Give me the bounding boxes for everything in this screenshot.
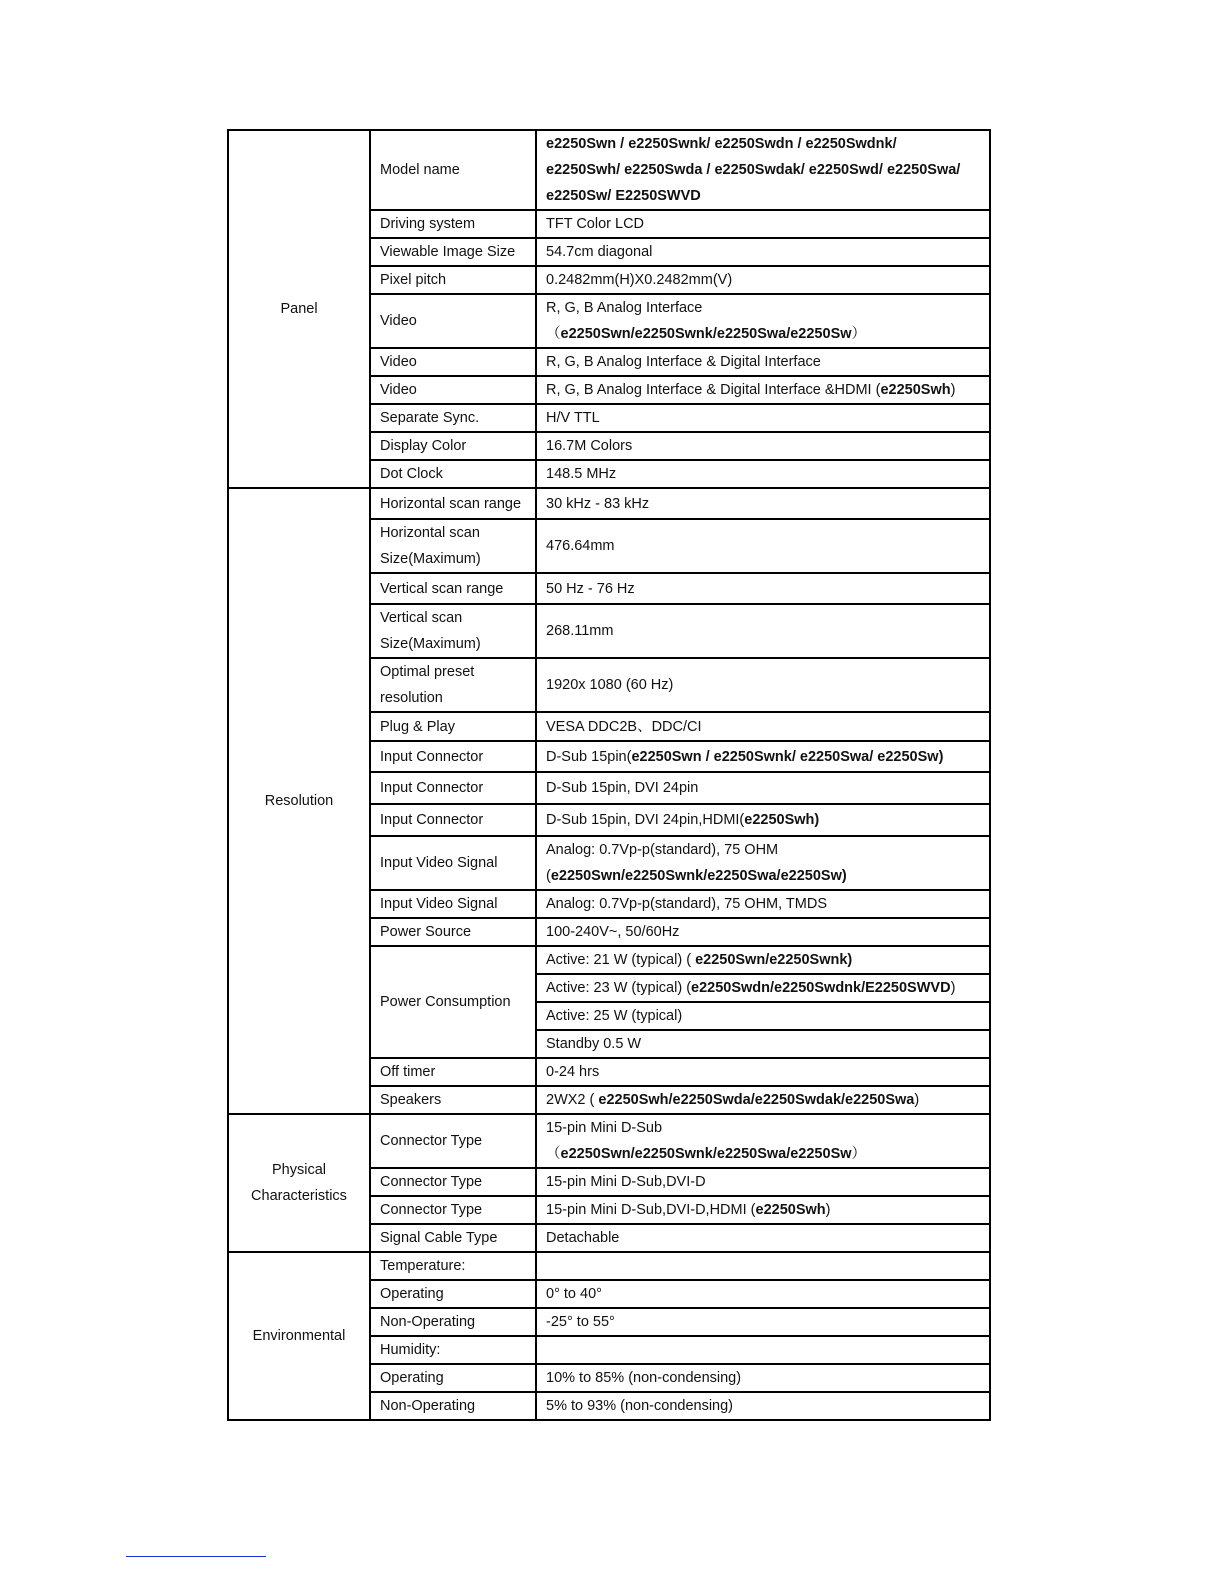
spec-label-cell	[370, 741, 536, 772]
spec-value-cell	[536, 1030, 990, 1058]
spec-value-line	[546, 1393, 989, 1419]
spec-label: Horizontal scan range	[380, 495, 522, 512]
spec-label: Signal Cable Type	[380, 1230, 498, 1246]
table-row	[228, 1114, 990, 1168]
spec-label: Non-Operating	[380, 1398, 476, 1414]
spec-label: Input Connector	[380, 780, 484, 796]
spec-value-text: 100-240V~, 50/60Hz	[546, 924, 680, 940]
spec-label: Operating	[380, 1286, 444, 1302]
spec-value-cell	[536, 1336, 990, 1364]
spec-label-cell	[370, 1280, 536, 1308]
spec-value-text: Active: 25 W (typical)	[546, 1008, 683, 1024]
spec-value-text: 268.11mm	[546, 623, 614, 639]
spec-label: Video	[380, 354, 417, 370]
specification-table	[227, 129, 991, 1421]
spec-label: Humidity:	[380, 1342, 441, 1358]
spec-value-text: ）	[851, 1146, 867, 1162]
spec-value-line	[546, 919, 989, 945]
spec-label: Input Connector	[380, 812, 484, 828]
spec-value-text: R, G, B Analog Interface	[546, 300, 703, 316]
spec-value-line	[546, 295, 989, 321]
spec-label-cell	[370, 404, 536, 432]
spec-label-cell	[370, 1086, 536, 1114]
spec-value-cell	[536, 1086, 990, 1114]
spec-value-text: )	[950, 382, 956, 398]
spec-value-text: 15-pin Mini D-Sub,DVI-D,HDMI (	[546, 1202, 756, 1218]
spec-label-cell	[370, 1224, 536, 1252]
spec-value-text: e2250Swh/e2250Swda/e2250Swdak/e2250Swa	[598, 1092, 915, 1108]
spec-value-text: TFT Color LCD	[546, 216, 645, 232]
spec-label: Plug & Play	[380, 718, 455, 735]
table-row	[228, 488, 990, 519]
spec-label-cell	[370, 1364, 536, 1392]
spec-label: Connector Type	[380, 1133, 483, 1149]
group-name: Physical	[272, 1162, 326, 1178]
group-cell	[228, 488, 370, 1114]
spec-value-line	[546, 433, 989, 459]
spec-value-text: Analog: 0.7Vp-p(standard), 75 OHM, TMDS	[546, 896, 827, 912]
spec-label-cell	[370, 432, 536, 460]
spec-value-cell	[536, 1364, 990, 1392]
spec-value-text: e2250Swn/e2250Swnk/e2250Swa/e2250Sw	[560, 326, 852, 342]
table-row	[228, 1252, 990, 1280]
spec-value-text: D-Sub 15pin, DVI 24pin,HDMI(	[546, 812, 745, 828]
spec-value-line	[546, 377, 989, 403]
spec-value-cell	[536, 376, 990, 404]
spec-value-cell	[536, 1168, 990, 1196]
spec-value-line	[546, 1059, 989, 1085]
spec-value-cell	[536, 519, 990, 573]
spec-label: Connector Type	[380, 1202, 483, 1218]
spec-label: Display Color	[380, 438, 467, 454]
spec-value-line	[546, 1141, 989, 1167]
spec-label-cell	[370, 348, 536, 376]
spec-value-text: e2250Swdn/e2250Swdnk/E2250SWVD	[691, 980, 951, 996]
spec-value-line	[546, 1003, 989, 1029]
spec-value-line	[546, 891, 989, 917]
spec-value-cell	[536, 604, 990, 658]
spec-value-cell	[536, 658, 990, 712]
spec-value-text: 16.7M Colors	[546, 438, 633, 454]
spec-value-cell	[536, 1252, 990, 1280]
spec-label: Power Source	[380, 924, 472, 940]
spec-value-text: e2250Swh	[880, 382, 951, 398]
spec-value-text: 15-pin Mini D-Sub	[546, 1120, 663, 1136]
spec-label: Vertical scan	[380, 610, 463, 626]
group-cell	[228, 1252, 370, 1420]
spec-value-cell	[536, 488, 990, 519]
spec-label-cell	[370, 1308, 536, 1336]
spec-value-line	[546, 405, 989, 431]
spec-label-cell	[370, 1336, 536, 1364]
spec-value-line	[546, 807, 989, 833]
spec-value-cell	[536, 130, 990, 210]
spec-value-text: 1920x 1080 (60 Hz)	[546, 677, 674, 693]
spec-value-text: )	[914, 1092, 920, 1108]
spec-value-text: e2250Swn/e2250Swnk/e2250Swa/e2250Sw	[560, 1146, 852, 1162]
group-cell	[228, 1114, 370, 1252]
spec-label-cell	[370, 573, 536, 604]
spec-value-text: (	[546, 868, 551, 884]
spec-value-cell	[536, 1058, 990, 1086]
spec-value-line	[546, 1225, 989, 1251]
spec-value-line	[546, 947, 989, 973]
spec-value-text: Active: 21 W (typical) (	[546, 952, 696, 968]
spec-label-cell	[370, 210, 536, 238]
spec-value-cell	[536, 974, 990, 1002]
spec-value-text: 5% to 93% (non-condensing)	[546, 1398, 734, 1414]
spec-label: Video	[380, 382, 417, 398]
spec-label: Connector Type	[380, 1174, 483, 1190]
spec-value-cell	[536, 804, 990, 836]
spec-label: Input Connector	[380, 748, 484, 765]
spec-value-cell	[536, 210, 990, 238]
spec-value-line	[546, 672, 989, 698]
spec-value-line	[546, 131, 989, 157]
spec-label: Separate Sync.	[380, 410, 480, 426]
spec-value-line	[546, 1365, 989, 1391]
spec-label-cell	[370, 1392, 536, 1420]
spec-value-cell	[536, 741, 990, 772]
spec-value-line	[546, 1281, 989, 1307]
spec-label: Input Video Signal	[380, 855, 498, 871]
spec-value-line	[546, 349, 989, 375]
spec-label: Vertical scan range	[380, 580, 504, 597]
spec-label-cell	[370, 1058, 536, 1086]
spec-value-cell	[536, 712, 990, 741]
spec-value-line	[546, 1115, 989, 1141]
spec-label-cell	[370, 130, 536, 210]
spec-value-line	[546, 837, 989, 863]
spec-label-cell	[370, 1196, 536, 1224]
spec-value-text: Standby 0.5 W	[546, 1036, 642, 1052]
spec-label-cell	[370, 1114, 536, 1168]
spec-value-text: 15-pin Mini D-Sub,DVI-D	[546, 1174, 706, 1190]
spec-value-cell	[536, 1114, 990, 1168]
spec-value-text: 0-24 hrs	[546, 1064, 600, 1080]
spec-value-line	[546, 321, 989, 347]
footer-link-underline	[126, 1556, 266, 1557]
spec-label: Horizontal scan	[380, 525, 480, 541]
spec-label-cell	[370, 294, 536, 348]
spec-value-text: e2250Swh	[755, 1202, 826, 1218]
spec-value-text: Analog: 0.7Vp-p(standard), 75 OHM	[546, 842, 779, 858]
spec-label-cell	[370, 836, 536, 890]
spec-label-cell	[370, 890, 536, 918]
spec-value-cell	[536, 348, 990, 376]
spec-value-text: R, G, B Analog Interface & Digital Interface &HDMI (	[546, 382, 881, 398]
spec-value-text: 54.7cm diagonal	[546, 244, 653, 260]
spec-value-text: e2250Swn / e2250Swnk/ e2250Swa/ e2250Sw)	[631, 748, 944, 765]
group-name: Environmental	[252, 1328, 346, 1344]
spec-value-line	[546, 157, 989, 183]
spec-value-text: 10% to 85% (non-condensing)	[546, 1370, 742, 1386]
spec-label-cell	[370, 712, 536, 741]
spec-value-text: e2250Swh)	[744, 812, 820, 828]
spec-label-cell	[370, 946, 536, 1058]
spec-label-cell	[370, 488, 536, 519]
group-name: Panel	[280, 301, 318, 317]
spec-value-cell	[536, 1392, 990, 1420]
spec-value-line	[546, 975, 989, 1001]
spec-label: Size(Maximum)	[380, 636, 481, 652]
spec-value-text: 50 Hz - 76 Hz	[546, 580, 635, 597]
spec-value-text: e2250Swh/ e2250Swda / e2250Swdak/ e2250Swd/ e2250Swa/	[546, 162, 961, 178]
spec-value-text: 30 kHz - 83 kHz	[546, 495, 650, 512]
spec-value-line	[546, 183, 989, 209]
spec-value-text: e2250Swn/e2250Swnk)	[695, 952, 853, 968]
spec-value-cell	[536, 460, 990, 488]
spec-value-text: Detachable	[546, 1230, 620, 1246]
spec-value-text: 148.5 MHz	[546, 466, 617, 482]
spec-label: Pixel pitch	[380, 272, 447, 288]
spec-label: Off timer	[380, 1064, 436, 1080]
spec-value-cell	[536, 1280, 990, 1308]
spec-value-cell	[536, 1002, 990, 1030]
spec-label: Speakers	[380, 1092, 442, 1108]
spec-value-cell	[536, 573, 990, 604]
spec-value-cell	[536, 918, 990, 946]
spec-value-text: （	[546, 1146, 561, 1162]
spec-value-line	[546, 1197, 989, 1223]
spec-value-line	[546, 1309, 989, 1335]
spec-label: Driving system	[380, 216, 476, 232]
table-row	[228, 130, 990, 210]
spec-value-cell	[536, 890, 990, 918]
spec-value-cell	[536, 1196, 990, 1224]
spec-value-text: R, G, B Analog Interface & Digital Interface	[546, 354, 821, 370]
spec-label: Dot Clock	[380, 466, 443, 482]
spec-value-cell	[536, 1308, 990, 1336]
spec-value-line	[546, 576, 989, 602]
spec-value-text: ）	[851, 326, 867, 342]
spec-value-cell	[536, 432, 990, 460]
spec-value-text: 476.64mm	[546, 538, 615, 554]
spec-value-line	[546, 211, 989, 237]
spec-label-cell	[370, 1252, 536, 1280]
spec-value-cell	[536, 238, 990, 266]
spec-label-cell	[370, 658, 536, 712]
spec-value-line	[546, 744, 989, 770]
group-cell	[228, 130, 370, 488]
spec-value-text: H/V TTL	[546, 410, 600, 426]
spec-value-text: 2WX2 (	[546, 1092, 599, 1108]
spec-value-cell	[536, 772, 990, 804]
spec-value-cell	[536, 266, 990, 294]
spec-label: Model name	[380, 162, 460, 178]
spec-value-cell	[536, 836, 990, 890]
spec-value-text: 0° to 40°	[546, 1286, 602, 1302]
spec-label-cell	[370, 376, 536, 404]
spec-value-line	[546, 491, 989, 517]
spec-label: Power Consumption	[380, 994, 511, 1010]
spec-label: Operating	[380, 1370, 444, 1386]
spec-value-text: （	[546, 326, 561, 342]
spec-label-cell	[370, 772, 536, 804]
spec-value-line	[546, 863, 989, 889]
spec-value-text: e2250Swn/e2250Swnk/e2250Swa/e2250Sw)	[550, 868, 847, 884]
spec-value-cell	[536, 404, 990, 432]
spec-label-cell	[370, 604, 536, 658]
spec-label-cell	[370, 1168, 536, 1196]
spec-value-cell	[536, 946, 990, 974]
spec-value-line	[546, 714, 989, 740]
spec-value-text: e2250Sw/ E2250SWVD	[546, 188, 701, 204]
spec-label-cell	[370, 918, 536, 946]
spec-value-line	[546, 267, 989, 293]
spec-value-text: -25° to 55°	[546, 1314, 615, 1330]
spec-value-line	[546, 461, 989, 487]
spec-label: Non-Operating	[380, 1314, 476, 1330]
spec-label: Temperature:	[380, 1258, 466, 1274]
spec-value-text: VESA DDC2B、DDC/CI	[546, 718, 702, 735]
spec-value-text: )	[825, 1202, 831, 1218]
specification-table-body	[228, 130, 990, 1420]
spec-value-text: )	[950, 980, 956, 996]
spec-label-cell	[370, 460, 536, 488]
spec-label-cell	[370, 238, 536, 266]
spec-label: Viewable Image Size	[380, 244, 516, 260]
spec-value-line	[546, 239, 989, 265]
spec-value-line	[546, 1169, 989, 1195]
spec-value-cell	[536, 1224, 990, 1252]
spec-label: Input Video Signal	[380, 896, 498, 912]
spec-value-line	[546, 775, 989, 801]
spec-value-cell	[536, 294, 990, 348]
spec-label-cell	[370, 804, 536, 836]
spec-label: Video	[380, 313, 417, 329]
spec-value-text: 0.2482mm(H)X0.2482mm(V)	[546, 272, 733, 288]
spec-value-line	[546, 1031, 989, 1057]
spec-label: resolution	[380, 690, 443, 706]
spec-label-cell	[370, 519, 536, 573]
group-name: Resolution	[264, 793, 334, 809]
spec-value-line	[546, 1087, 989, 1113]
spec-value-line	[546, 618, 989, 644]
spec-label: Size(Maximum)	[380, 551, 481, 567]
spec-label-cell	[370, 266, 536, 294]
spec-value-text: D-Sub 15pin(	[546, 748, 632, 765]
spec-value-text: e2250Swn / e2250Swnk/ e2250Swdn / e2250Swdnk/	[546, 136, 897, 152]
spec-value-text: Active: 23 W (typical) (	[546, 980, 692, 996]
spec-label: Optimal preset	[380, 664, 475, 680]
spec-value-text: D-Sub 15pin, DVI 24pin	[546, 780, 699, 796]
group-name: Characteristics	[251, 1188, 347, 1204]
spec-value-line	[546, 533, 989, 559]
